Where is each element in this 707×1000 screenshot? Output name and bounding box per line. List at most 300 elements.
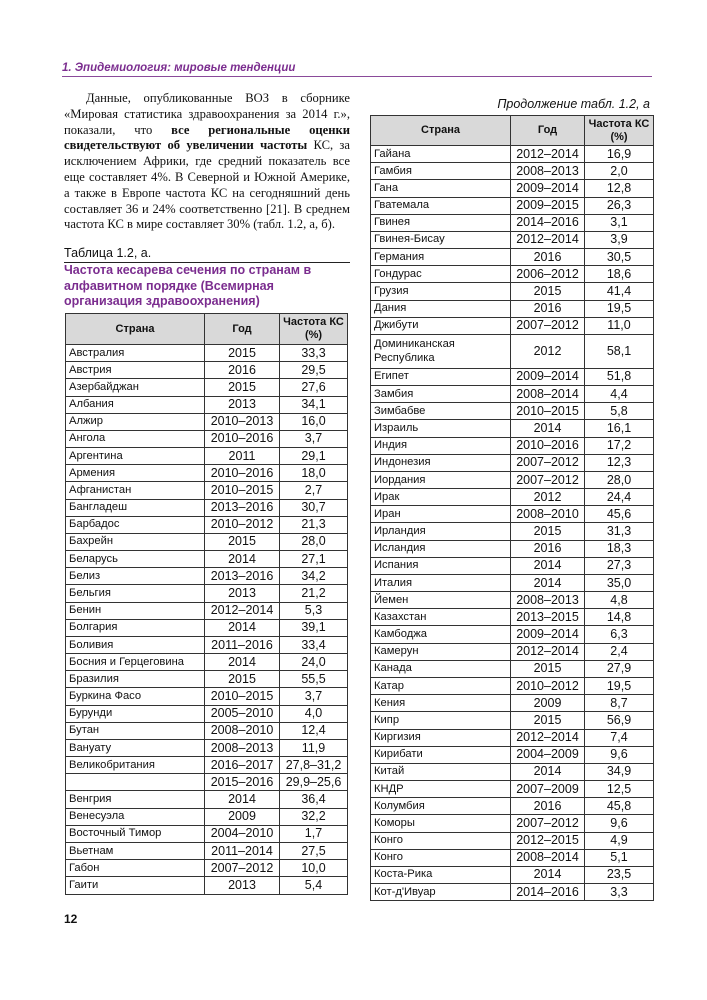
cell-country: Аргентина xyxy=(66,448,205,465)
table-row xyxy=(371,643,654,660)
cell-year: 2008–2013 xyxy=(511,592,585,609)
table-row xyxy=(371,884,654,901)
cell-year: 2016 xyxy=(511,249,585,266)
cell-rate: 18,3 xyxy=(585,540,654,557)
table-row xyxy=(371,403,654,420)
cell-year: 2014 xyxy=(511,420,585,437)
cell-year: 2015 xyxy=(511,283,585,300)
cell-country: Казахстан xyxy=(371,609,511,626)
cell-rate: 16,0 xyxy=(280,413,348,430)
cell-year: 2008–2010 xyxy=(511,506,585,523)
cell-year: 2011 xyxy=(205,448,280,465)
cell-year: 2007–2012 xyxy=(205,860,280,877)
table-row xyxy=(66,722,348,739)
cell-rate: 3,9 xyxy=(585,231,654,248)
table-row xyxy=(66,825,348,842)
column-header-rate: Частота КС (%) xyxy=(585,116,654,146)
cell-year: 2014 xyxy=(511,574,585,591)
running-header: 1. Эпидемиология: мировые тенденции xyxy=(62,62,652,77)
table-row xyxy=(371,437,654,454)
cell-year: 2014–2016 xyxy=(511,884,585,901)
cell-year: 2015 xyxy=(205,671,280,688)
table-row xyxy=(371,506,654,523)
table-row xyxy=(371,695,654,712)
cell-year: 2014 xyxy=(205,619,280,636)
cell-year: 2012–2014 xyxy=(511,643,585,660)
cell-rate: 34,1 xyxy=(280,396,348,413)
cell-rate: 4,0 xyxy=(280,705,348,722)
table-row xyxy=(66,362,348,379)
table-row xyxy=(66,413,348,430)
cell-country: Австралия xyxy=(66,345,205,362)
cell-year: 2012 xyxy=(511,334,585,368)
cell-year: 2011–2016 xyxy=(205,636,280,653)
cesarean-table-right xyxy=(370,115,654,901)
table-row xyxy=(371,386,654,403)
cell-country: Италия xyxy=(371,574,511,591)
cell-year: 2014 xyxy=(205,654,280,671)
cell-country: Китай xyxy=(371,763,511,780)
cell-year: 2016 xyxy=(511,798,585,815)
cell-country: Конго xyxy=(371,832,511,849)
cell-rate: 4,8 xyxy=(585,592,654,609)
cell-country: Барбадос xyxy=(66,516,205,533)
cell-year: 2010–2015 xyxy=(511,403,585,420)
cell-country: Германия xyxy=(371,249,511,266)
cell-year: 2009 xyxy=(205,808,280,825)
cell-year: 2008–2010 xyxy=(205,722,280,739)
cell-rate: 1,7 xyxy=(280,825,348,842)
table-row xyxy=(371,592,654,609)
cell-rate: 18,0 xyxy=(280,465,348,482)
cell-year: 2015 xyxy=(511,660,585,677)
cell-rate: 30,5 xyxy=(585,249,654,266)
table-row xyxy=(66,671,348,688)
table-row xyxy=(66,482,348,499)
cell-country: Йемен xyxy=(371,592,511,609)
cell-rate: 3,7 xyxy=(280,430,348,447)
column-header-country: Страна xyxy=(66,314,205,345)
table-row xyxy=(371,283,654,300)
cell-year: 2011–2014 xyxy=(205,842,280,859)
table-row xyxy=(66,345,348,362)
cell-rate: 51,8 xyxy=(585,368,654,385)
cell-year: 2014–2016 xyxy=(511,214,585,231)
cell-country: Вануату xyxy=(66,739,205,756)
cell-country: КНДР xyxy=(371,781,511,798)
cell-rate: 29,9–25,6 xyxy=(280,774,348,791)
cell-rate: 58,1 xyxy=(585,334,654,368)
table-row xyxy=(371,626,654,643)
cell-country: Гондурас xyxy=(371,266,511,283)
cell-rate: 16,1 xyxy=(585,420,654,437)
cell-year: 2013–2016 xyxy=(205,568,280,585)
cell-year: 2009–2014 xyxy=(511,368,585,385)
table-row xyxy=(66,551,348,568)
table-row xyxy=(66,705,348,722)
cell-country: Конго xyxy=(371,849,511,866)
table-header-row xyxy=(371,116,654,146)
cell-country: Израиль xyxy=(371,420,511,437)
cell-year: 2013 xyxy=(205,585,280,602)
column-header-year: Год xyxy=(511,116,585,146)
cell-year: 2008–2013 xyxy=(205,739,280,756)
cell-country: Индия xyxy=(371,437,511,454)
cell-rate: 26,3 xyxy=(585,197,654,214)
cell-country: Зимбабве xyxy=(371,403,511,420)
table-row xyxy=(371,677,654,694)
cell-year: 2016–2017 xyxy=(205,757,280,774)
cell-country: Кения xyxy=(371,695,511,712)
cell-year: 2007–2012 xyxy=(511,815,585,832)
cell-country: Алжир xyxy=(66,413,205,430)
cell-country: Афганистан xyxy=(66,482,205,499)
cell-rate: 3,1 xyxy=(585,214,654,231)
table-row xyxy=(371,471,654,488)
table-row xyxy=(371,540,654,557)
cell-rate: 27,5 xyxy=(280,842,348,859)
table-row xyxy=(66,860,348,877)
table-row xyxy=(66,602,348,619)
cell-rate: 31,3 xyxy=(585,523,654,540)
cell-year: 2007–2012 xyxy=(511,454,585,471)
cell-year: 2009 xyxy=(511,695,585,712)
cell-year: 2014 xyxy=(511,557,585,574)
table-row xyxy=(371,557,654,574)
table-row xyxy=(66,379,348,396)
cell-country: Белиз xyxy=(66,568,205,585)
table-row xyxy=(371,660,654,677)
table-row xyxy=(66,448,348,465)
cell-year: 2012–2014 xyxy=(511,146,585,163)
table-row xyxy=(66,688,348,705)
cell-rate: 34,9 xyxy=(585,763,654,780)
cell-rate: 10,0 xyxy=(280,860,348,877)
cell-rate: 9,6 xyxy=(585,815,654,832)
cell-country: Испания xyxy=(371,557,511,574)
cell-country: Венгрия xyxy=(66,791,205,808)
cell-year: 2005–2010 xyxy=(205,705,280,722)
table-row xyxy=(371,266,654,283)
cell-country: Австрия xyxy=(66,362,205,379)
table-row xyxy=(371,866,654,883)
cell-year: 2012–2014 xyxy=(511,729,585,746)
cell-country: Бразилия xyxy=(66,671,205,688)
cell-year: 2012–2014 xyxy=(511,231,585,248)
cell-rate: 4,9 xyxy=(585,832,654,849)
cell-rate: 5,8 xyxy=(585,403,654,420)
table-row xyxy=(371,832,654,849)
table-row xyxy=(371,489,654,506)
cell-year: 2006–2012 xyxy=(511,266,585,283)
cell-rate: 5,4 xyxy=(280,877,348,894)
cell-rate: 41,4 xyxy=(585,283,654,300)
cell-rate: 30,7 xyxy=(280,499,348,516)
table-row xyxy=(371,249,654,266)
cell-rate: 36,4 xyxy=(280,791,348,808)
cell-year: 2012–2014 xyxy=(205,602,280,619)
cell-country: Болгария xyxy=(66,619,205,636)
cell-country: Кипр xyxy=(371,712,511,729)
cell-rate: 23,5 xyxy=(585,866,654,883)
cell-country: Бутан xyxy=(66,722,205,739)
cell-year: 2010–2016 xyxy=(205,430,280,447)
cell-year: 2010–2013 xyxy=(205,413,280,430)
table-row xyxy=(66,499,348,516)
cesarean-table-left xyxy=(65,313,348,895)
table-row xyxy=(66,654,348,671)
table-row xyxy=(66,619,348,636)
cell-country: Буркина Фасо xyxy=(66,688,205,705)
cell-rate: 27,1 xyxy=(280,551,348,568)
cell-country: Индонезия xyxy=(371,454,511,471)
cell-country xyxy=(66,774,205,791)
table-row xyxy=(371,849,654,866)
cell-country: Бахрейн xyxy=(66,533,205,550)
cell-country: Армения xyxy=(66,465,205,482)
cell-country: Великобритания xyxy=(66,757,205,774)
cell-rate: 19,5 xyxy=(585,677,654,694)
column-header-year: Год xyxy=(205,314,280,345)
cell-year: 2013 xyxy=(205,396,280,413)
cell-year: 2010–2015 xyxy=(205,688,280,705)
cell-rate: 3,3 xyxy=(585,884,654,901)
table-row xyxy=(66,516,348,533)
cell-year: 2012–2015 xyxy=(511,832,585,849)
cell-year: 2015 xyxy=(205,379,280,396)
table-body-right xyxy=(371,146,654,901)
cell-country: Кот-д'Ивуар xyxy=(371,884,511,901)
cell-rate: 45,8 xyxy=(585,798,654,815)
cell-rate: 12,4 xyxy=(280,722,348,739)
cell-year: 2010–2016 xyxy=(205,465,280,482)
cell-rate: 11,9 xyxy=(280,739,348,756)
cell-rate: 9,6 xyxy=(585,746,654,763)
cell-rate: 4,4 xyxy=(585,386,654,403)
cell-country: Гайана xyxy=(371,146,511,163)
cell-country: Дания xyxy=(371,300,511,317)
cell-rate: 27,3 xyxy=(585,557,654,574)
intro-text-bold: все региональные оценки свидетельствуют об увеличении частоты xyxy=(64,122,350,153)
table-row xyxy=(371,368,654,385)
cell-year: 2015 xyxy=(511,523,585,540)
table-row xyxy=(371,523,654,540)
cell-year: 2013 xyxy=(205,877,280,894)
table-caption-title: Частота кесарева сечения по странам в алфавитном порядке (Всемирная организация здравоохранения) xyxy=(64,263,312,308)
cell-country: Боливия xyxy=(66,636,205,653)
cell-rate: 2,7 xyxy=(280,482,348,499)
cell-rate: 45,6 xyxy=(585,506,654,523)
table-row xyxy=(66,533,348,550)
cell-year: 2009–2014 xyxy=(511,626,585,643)
intro-text-1: Данные, опубликованные ВОЗ в сборнике «Мировая статистика здравоохранения за 2014 г.», показали, что xyxy=(64,91,350,137)
cell-rate: 8,7 xyxy=(585,695,654,712)
page-number: 12 xyxy=(64,912,78,926)
cell-country: Грузия xyxy=(371,283,511,300)
cell-rate: 24,4 xyxy=(585,489,654,506)
intro-text-2: КС, за исключением Африки, где средний показатель все еще составляет 4%. В Северной и Южной Америке, а также в Европе частота КС на сегодняшний день составляет 36 и 24% соответственно [21]. В среднем частота КС в мире составляет 30% (табл. 1.2, а, б). xyxy=(64,138,350,232)
table-row xyxy=(371,574,654,591)
cell-country: Канада xyxy=(371,660,511,677)
cell-rate: 21,3 xyxy=(280,516,348,533)
table-row xyxy=(371,163,654,180)
cell-year: 2016 xyxy=(511,300,585,317)
cell-rate: 27,6 xyxy=(280,379,348,396)
cell-country: Катар xyxy=(371,677,511,694)
cell-country: Ирак xyxy=(371,489,511,506)
table-header-row xyxy=(66,314,348,345)
table-row xyxy=(371,798,654,815)
cell-year: 2008–2014 xyxy=(511,386,585,403)
cell-country: Венесуэла xyxy=(66,808,205,825)
intro-paragraph xyxy=(64,91,350,233)
cell-rate: 24,0 xyxy=(280,654,348,671)
cell-rate: 2,0 xyxy=(585,163,654,180)
table-row xyxy=(371,420,654,437)
table-row xyxy=(66,877,348,894)
table-row xyxy=(371,454,654,471)
table-row xyxy=(371,231,654,248)
table-row xyxy=(66,465,348,482)
cell-year: 2015 xyxy=(511,712,585,729)
cell-country: Ангола xyxy=(66,430,205,447)
cell-country: Ирландия xyxy=(371,523,511,540)
table-row xyxy=(371,746,654,763)
cell-country: Доминиканская Республика xyxy=(371,334,511,368)
cell-year: 2016 xyxy=(511,540,585,557)
cell-rate: 55,5 xyxy=(280,671,348,688)
cell-country: Албания xyxy=(66,396,205,413)
table-row xyxy=(66,791,348,808)
table-row xyxy=(371,781,654,798)
column-header-country: Страна xyxy=(371,116,511,146)
cell-year: 2014 xyxy=(511,763,585,780)
table-row xyxy=(371,180,654,197)
cell-year: 2014 xyxy=(205,551,280,568)
cell-year: 2007–2012 xyxy=(511,317,585,334)
cell-country: Бенин xyxy=(66,602,205,619)
table-row xyxy=(371,197,654,214)
cell-rate: 18,6 xyxy=(585,266,654,283)
cell-country: Босния и Герцеговина xyxy=(66,654,205,671)
cell-year: 2009–2014 xyxy=(511,180,585,197)
table-row xyxy=(66,636,348,653)
cell-rate: 12,8 xyxy=(585,180,654,197)
cell-rate: 32,2 xyxy=(280,808,348,825)
table-row xyxy=(66,757,348,774)
cell-rate: 12,3 xyxy=(585,454,654,471)
cell-year: 2014 xyxy=(511,866,585,883)
cell-rate: 11,0 xyxy=(585,317,654,334)
cell-rate: 28,0 xyxy=(585,471,654,488)
cell-rate: 7,4 xyxy=(585,729,654,746)
cell-country: Вьетнам xyxy=(66,842,205,859)
cell-rate: 2,4 xyxy=(585,643,654,660)
table-row xyxy=(66,842,348,859)
table-row xyxy=(66,739,348,756)
table-row xyxy=(66,774,348,791)
cell-rate: 21,2 xyxy=(280,585,348,602)
cell-country: Кирибати xyxy=(371,746,511,763)
cell-country: Иран xyxy=(371,506,511,523)
cell-rate: 14,8 xyxy=(585,609,654,626)
cell-country: Бангладеш xyxy=(66,499,205,516)
table-row xyxy=(371,317,654,334)
cell-year: 2015 xyxy=(205,345,280,362)
cell-year: 2008–2013 xyxy=(511,163,585,180)
table-row xyxy=(371,300,654,317)
table-row xyxy=(371,815,654,832)
cell-year: 2007–2012 xyxy=(511,471,585,488)
table-row xyxy=(371,334,654,368)
cell-rate: 6,3 xyxy=(585,626,654,643)
cell-country: Гватемала xyxy=(371,197,511,214)
cell-year: 2010–2012 xyxy=(205,516,280,533)
continuation-caption: Продолжение табл. 1.2, а xyxy=(497,97,650,111)
cell-country: Бельгия xyxy=(66,585,205,602)
cell-country: Египет xyxy=(371,368,511,385)
cell-rate: 16,9 xyxy=(585,146,654,163)
table-row xyxy=(66,430,348,447)
cell-rate: 35,0 xyxy=(585,574,654,591)
cell-rate: 33,3 xyxy=(280,345,348,362)
cell-country: Киргизия xyxy=(371,729,511,746)
cell-rate: 5,3 xyxy=(280,602,348,619)
cell-country: Джибути xyxy=(371,317,511,334)
cell-year: 2012 xyxy=(511,489,585,506)
cell-rate: 5,1 xyxy=(585,849,654,866)
cell-rate: 12,5 xyxy=(585,781,654,798)
cell-rate: 19,5 xyxy=(585,300,654,317)
cell-country: Габон xyxy=(66,860,205,877)
cell-country: Колумбия xyxy=(371,798,511,815)
cell-country: Камерун xyxy=(371,643,511,660)
table-row xyxy=(371,729,654,746)
table-row xyxy=(371,609,654,626)
table-body-left xyxy=(66,345,348,895)
cell-country: Восточный Тимор xyxy=(66,825,205,842)
table-row xyxy=(66,568,348,585)
table-row xyxy=(371,146,654,163)
column-header-rate: Частота КС (%) xyxy=(280,314,348,345)
cell-country: Коморы xyxy=(371,815,511,832)
cell-year: 2015 xyxy=(205,533,280,550)
cell-country: Гана xyxy=(371,180,511,197)
cell-year: 2013–2016 xyxy=(205,499,280,516)
cell-rate: 29,5 xyxy=(280,362,348,379)
cell-country: Иордания xyxy=(371,471,511,488)
table-row xyxy=(371,763,654,780)
cell-year: 2013–2015 xyxy=(511,609,585,626)
table-row xyxy=(66,396,348,413)
cell-year: 2014 xyxy=(205,791,280,808)
cell-country: Гвинея-Бисау xyxy=(371,231,511,248)
cell-country: Бурунди xyxy=(66,705,205,722)
cell-year: 2007–2009 xyxy=(511,781,585,798)
cell-rate: 39,1 xyxy=(280,619,348,636)
cell-country: Камбоджа xyxy=(371,626,511,643)
table-row xyxy=(371,712,654,729)
table-caption-label: Таблица 1.2, а. xyxy=(64,246,350,263)
cell-country: Гаити xyxy=(66,877,205,894)
cell-year: 2010–2012 xyxy=(511,677,585,694)
cell-year: 2010–2015 xyxy=(205,482,280,499)
cell-year: 2015–2016 xyxy=(205,774,280,791)
cell-rate: 27,8–31,2 xyxy=(280,757,348,774)
cell-year: 2016 xyxy=(205,362,280,379)
cell-year: 2004–2009 xyxy=(511,746,585,763)
cell-country: Гвинея xyxy=(371,214,511,231)
